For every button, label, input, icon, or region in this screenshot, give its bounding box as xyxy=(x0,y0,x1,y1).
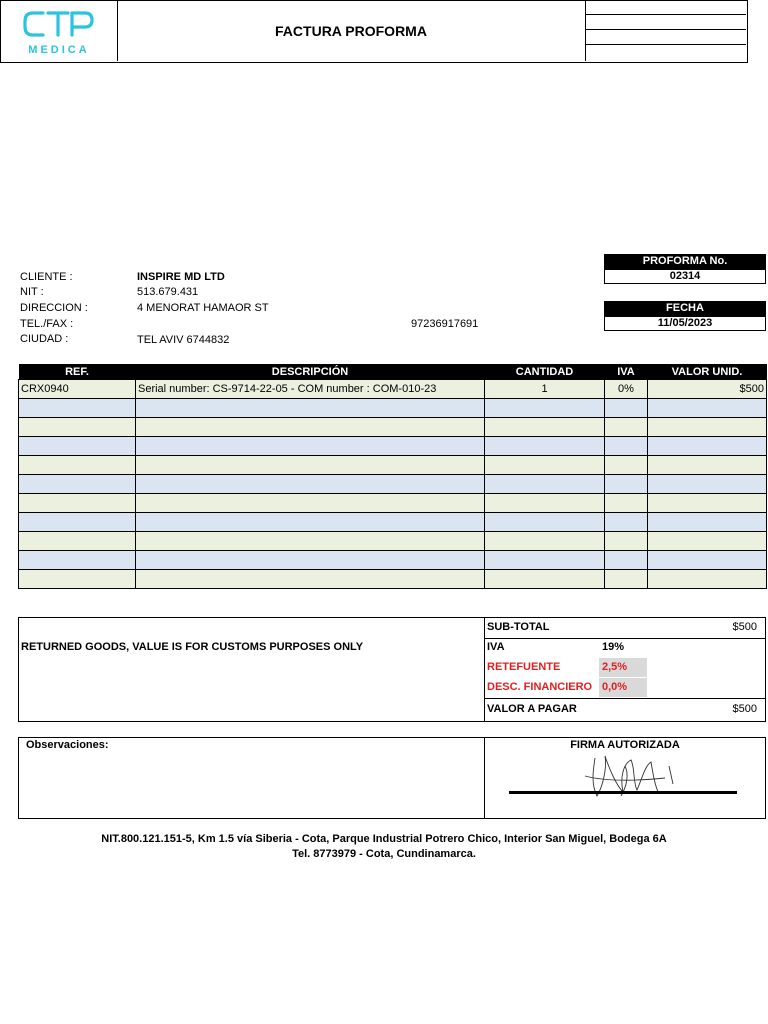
retefuente-row xyxy=(485,658,765,678)
cell xyxy=(136,418,485,437)
cell xyxy=(605,551,648,570)
nit-label: NIT : xyxy=(20,286,44,298)
subtotal-row xyxy=(485,618,765,639)
iva-label: IVA xyxy=(487,641,505,653)
proforma-number: 02314 xyxy=(604,269,766,284)
cell-description: Serial number: CS-9714-22-05 - COM number : COM-010-23 xyxy=(136,380,485,399)
cell xyxy=(485,532,605,551)
cell xyxy=(648,475,767,494)
financial-discount-row xyxy=(485,678,765,699)
cell xyxy=(485,570,605,589)
observations-box xyxy=(18,737,485,819)
cell xyxy=(19,494,136,513)
cell xyxy=(136,494,485,513)
header-side-cells xyxy=(586,0,746,61)
total-value: $500 xyxy=(732,703,757,715)
cell xyxy=(19,475,136,494)
logo-subtext: MEDICA xyxy=(28,44,90,56)
footer-phone: Tel. 8773979 - Cota, Cundinamarca. xyxy=(292,848,476,860)
cell xyxy=(485,475,605,494)
table-row xyxy=(19,494,767,513)
cell xyxy=(136,399,485,418)
cell xyxy=(605,570,648,589)
totals-box xyxy=(484,617,766,722)
date-label: FECHA xyxy=(604,301,766,316)
col-header-ref: REF. xyxy=(19,364,136,380)
cell xyxy=(19,437,136,456)
ctp-medica-logo xyxy=(0,0,117,61)
subtotal-value: $500 xyxy=(732,621,757,633)
cell-quantity: 1 xyxy=(485,380,605,399)
cell xyxy=(648,399,767,418)
invoice-date: 11/05/2023 xyxy=(604,316,766,331)
cell xyxy=(485,456,605,475)
signature-box xyxy=(484,737,766,819)
logo-cell xyxy=(0,0,118,61)
table-row xyxy=(19,418,767,437)
retefuente-rate: 2,5% xyxy=(599,658,647,677)
proforma-number-label: PROFORMA No. xyxy=(604,254,766,269)
financial-discount-label: DESC. FINANCIERO xyxy=(487,681,593,693)
cell xyxy=(648,551,767,570)
table-row xyxy=(19,532,767,551)
side-row xyxy=(586,0,746,15)
footer-address: NIT.800.121.151-5, Km 1.5 vía Siberia - Cota, Parque Industrial Potrero Chico, Interior San Miguel, Bodega 6A xyxy=(101,833,667,845)
company-footer xyxy=(0,832,768,862)
address-label: DIRECCION : xyxy=(20,302,88,314)
side-row xyxy=(586,30,746,45)
cell-ref: CRX0940 xyxy=(19,380,136,399)
client-phone: 97236917691 xyxy=(411,318,479,330)
retefuente-label: RETEFUENTE xyxy=(487,661,561,673)
cell xyxy=(485,494,605,513)
cell xyxy=(648,494,767,513)
table-row xyxy=(19,437,767,456)
observations-label: Observaciones: xyxy=(26,739,109,751)
cell xyxy=(136,437,485,456)
client-address: 4 MENORAT HAMAOR ST xyxy=(137,302,269,314)
cell xyxy=(485,399,605,418)
signature-scribble xyxy=(565,746,695,806)
cell xyxy=(605,399,648,418)
cell xyxy=(605,418,648,437)
client-label: CLIENTE : xyxy=(20,271,73,283)
total-label: VALOR A PAGAR xyxy=(487,703,577,715)
cell xyxy=(136,570,485,589)
cell-iva: 0% xyxy=(605,380,648,399)
customs-note: RETURNED GOODS, VALUE IS FOR CUSTOMS PURPOSES ONLY xyxy=(21,641,364,653)
phone-label: TEL./FAX : xyxy=(20,318,74,330)
city-label: CIUDAD : xyxy=(20,333,69,345)
cell xyxy=(648,418,767,437)
cell xyxy=(19,513,136,532)
cell xyxy=(136,475,485,494)
col-header-unit-value: VALOR UNID. xyxy=(648,364,767,380)
table-row xyxy=(19,551,767,570)
cell xyxy=(19,418,136,437)
cell xyxy=(485,551,605,570)
page-title: FACTURA PROFORMA xyxy=(117,0,586,61)
cell xyxy=(605,437,648,456)
cell xyxy=(648,570,767,589)
table-row xyxy=(19,456,767,475)
cell xyxy=(605,513,648,532)
cell xyxy=(648,532,767,551)
side-row xyxy=(586,15,746,30)
signature-line xyxy=(509,791,737,794)
cell xyxy=(485,513,605,532)
signature-label: FIRMA AUTORIZADA xyxy=(570,739,680,751)
financial-discount-rate: 0,0% xyxy=(599,678,647,697)
client-nit: 513.679.431 xyxy=(137,286,199,298)
table-row xyxy=(19,513,767,532)
iva-row xyxy=(485,638,765,658)
cell xyxy=(605,494,648,513)
items-table xyxy=(18,364,767,589)
client-city: TEL AVIV 6744832 xyxy=(137,334,230,346)
cell xyxy=(485,437,605,456)
col-header-description: DESCRIPCIÓN xyxy=(136,364,485,380)
cell xyxy=(19,456,136,475)
cell xyxy=(648,456,767,475)
cell xyxy=(136,456,485,475)
table-row xyxy=(19,399,767,418)
cell xyxy=(648,437,767,456)
subtotal-label: SUB-TOTAL xyxy=(487,621,550,633)
cell xyxy=(136,551,485,570)
iva-rate: 19% xyxy=(602,641,625,653)
client-name: INSPIRE MD LTD xyxy=(137,271,225,283)
cell xyxy=(648,513,767,532)
cell xyxy=(605,532,648,551)
total-row xyxy=(485,700,765,720)
cell xyxy=(136,532,485,551)
customs-note-box xyxy=(18,617,485,722)
cell xyxy=(605,456,648,475)
cell xyxy=(19,551,136,570)
cell xyxy=(605,475,648,494)
table-header-row xyxy=(19,364,767,380)
cell xyxy=(136,513,485,532)
col-header-iva: IVA xyxy=(605,364,648,380)
cell-unit-value: $500 xyxy=(648,380,767,399)
cell xyxy=(19,570,136,589)
table-row xyxy=(19,380,767,399)
invoice-header xyxy=(0,0,748,63)
cell xyxy=(19,399,136,418)
cell xyxy=(485,418,605,437)
col-header-quantity: CANTIDAD xyxy=(485,364,605,380)
table-row xyxy=(19,570,767,589)
table-row xyxy=(19,475,767,494)
cell xyxy=(19,532,136,551)
